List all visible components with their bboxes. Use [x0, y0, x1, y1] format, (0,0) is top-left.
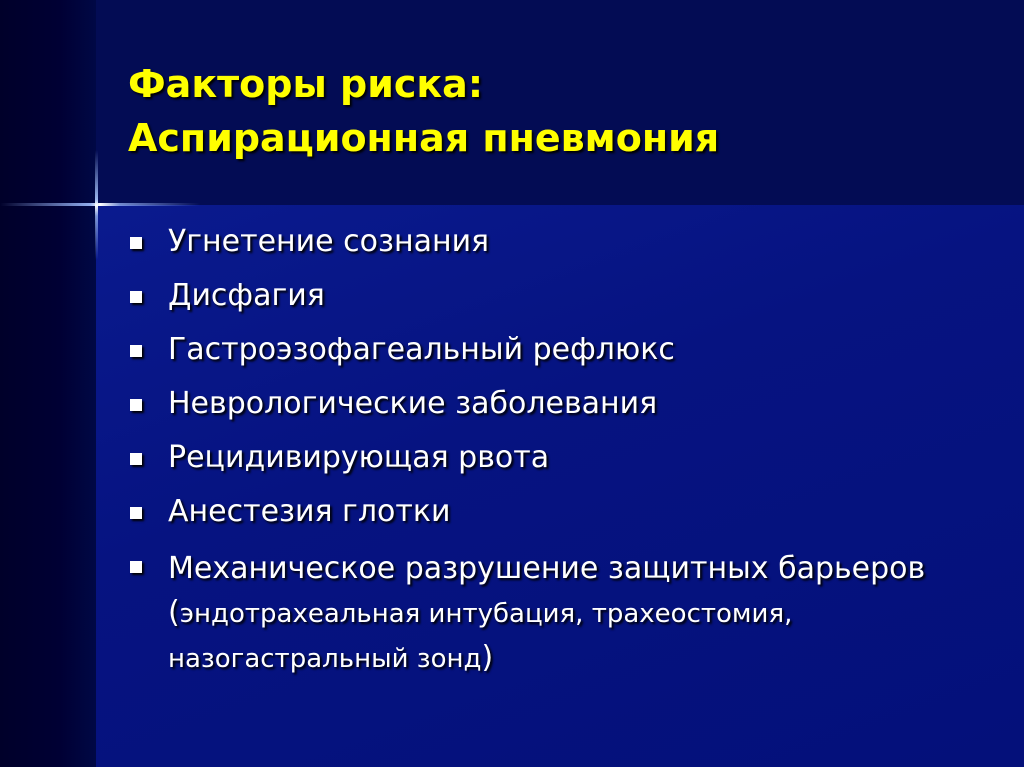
square-bullet-icon	[130, 237, 142, 249]
list-item-text: Механическое разрушение защитных барьеров (	[168, 551, 926, 630]
title-line-2: Аспирационная пневмония	[128, 116, 720, 160]
list-item-detail: эндотрахеальная интубация, трахеостомия, назогастральный зонд	[168, 599, 793, 674]
list-item	[128, 223, 1008, 261]
list-item	[128, 439, 1008, 477]
list-item-text: Анестезия глотки	[168, 494, 451, 529]
title-line-1: Факторы риска:	[128, 62, 484, 106]
list-item-text: Рецидивирующая рвота	[168, 440, 550, 475]
square-bullet-icon	[130, 453, 142, 465]
list-item	[128, 493, 1008, 531]
bullet-list	[128, 223, 1008, 697]
square-bullet-icon	[130, 507, 142, 519]
light-flare-horizontal	[0, 203, 200, 206]
list-item	[128, 277, 1008, 315]
list-item	[128, 331, 1008, 369]
list-item-text: Неврологические заболевания	[168, 386, 658, 421]
list-item	[128, 547, 1008, 681]
square-bullet-icon	[130, 561, 142, 573]
square-bullet-icon	[130, 291, 142, 303]
light-flare-vertical	[95, 150, 98, 260]
square-bullet-icon	[130, 345, 142, 357]
square-bullet-icon	[130, 399, 142, 411]
list-item	[128, 385, 1008, 423]
list-item-close-paren: )	[481, 640, 494, 675]
slide-title	[128, 57, 719, 165]
list-item-text: Угнетение сознания	[168, 224, 490, 259]
list-item-text: Дисфагия	[168, 278, 325, 313]
list-item-text: Гастроэзофагеальный рефлюкс	[168, 332, 675, 367]
